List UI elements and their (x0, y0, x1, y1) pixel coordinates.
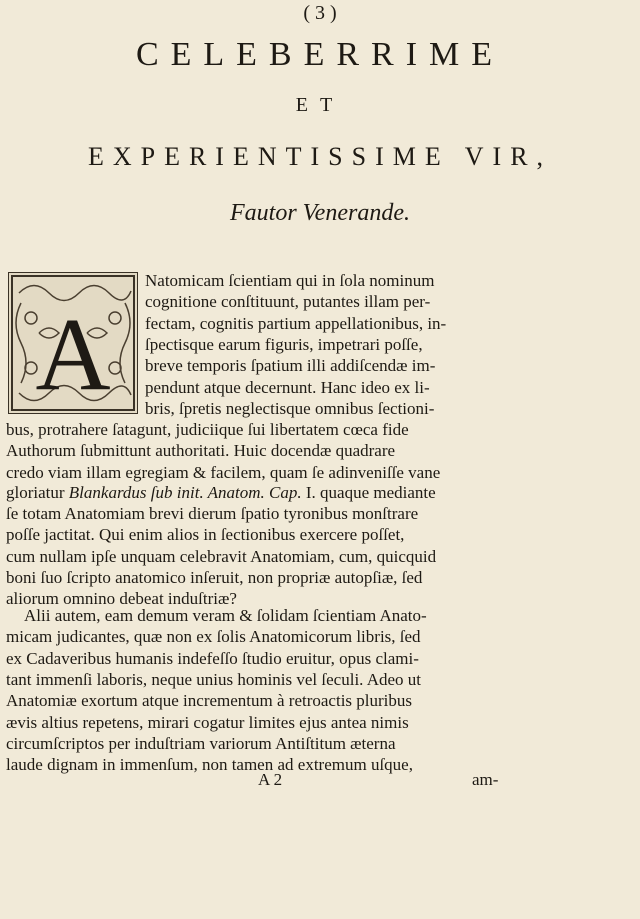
text-line: boni ſuo ſcripto anatomico inſeruit, non propriæ autopſiæ, ſed (6, 567, 423, 587)
salutation: Fautor Venerande. (230, 200, 410, 226)
heading-line-1: CELEBERRIME (135, 36, 505, 73)
text-line: ævis altius repetens, mirari cogatur limites ejus antea nimis (6, 712, 409, 732)
text-line: pendunt atque decernunt. Hanc ideo ex li- (145, 377, 430, 397)
text-line: bus, protrahere ſatagunt, judiciique ſui libertatem cœca fide (6, 420, 409, 440)
text-line: Alii autem, eam demum veram & ſolidam ſcientiam Anato- (24, 606, 427, 625)
signature-mark: A 2 (258, 770, 283, 789)
page-number: ( 3 ) (303, 2, 337, 24)
text-line: micam judicantes, quæ non ex ſolis Anatomicorum libris, ſed (6, 627, 421, 647)
text-line: Natomicam ſcientiam qui in ſola nominum (145, 271, 435, 290)
text-line: circumſcriptos per induſtriam variorum Antiſtitum æterna (6, 733, 396, 753)
text-line: cum nullam ipſe unquam celebravit Anatomiam, cum, quicquid (6, 546, 437, 566)
heading-et: ET (295, 94, 345, 116)
text-line: tant immenſi laboris, neque unius hominis vel ſeculi. Adeo ut (6, 669, 422, 689)
text-line: Anatomiæ exortum atque incrementum à retroactis pluribus (6, 691, 412, 711)
catchword: am- (472, 770, 499, 789)
text-line: cognitione conſtituunt, putantes illam per- (145, 292, 431, 312)
initial-letter: A (35, 297, 111, 412)
text-line: aliorum omnino debeat induſtriæ? (6, 589, 237, 609)
decorated-initial-a (8, 272, 138, 414)
text-line: ex Cadaveribus humanis indefeſſo ſtudio eruitur, opus clami- (6, 648, 419, 668)
text-line: bris, ſpretis neglectisque omnibus ſectioni- (145, 398, 435, 418)
heading-line-2: EXPERIENTISSIME VIR, (87, 142, 553, 171)
ornament-icon (9, 273, 137, 413)
text-line: fectam, cognitis partium appellationibus, in- (145, 313, 447, 333)
text-line: poſſe jactitat. Qui enim alios in ſectionibus exercere poſſet, (6, 525, 405, 545)
text-line: ſpectisque earum figuris, impetrari poſſe, (145, 334, 423, 354)
text-line: gloriatur Blankardus ſub init. Anatom. Cap. I. quaque mediante (6, 483, 436, 502)
text-line: ſe totam Anatomiam brevi dierum ſpatio tyronibus monſtrare (6, 504, 419, 523)
text-line: breve temporis ſpatium illi addiſcendæ im- (145, 356, 436, 376)
text-line: Authorum ſubmittunt authoritati. Huic docendæ quadrare (6, 441, 396, 461)
text-line: credo viam illam egregiam & facilem, quam ſe adinveniſſe vane (6, 462, 441, 482)
text-line: laude dignam in immenſum, non tamen ad extremum uſque, (6, 755, 413, 775)
